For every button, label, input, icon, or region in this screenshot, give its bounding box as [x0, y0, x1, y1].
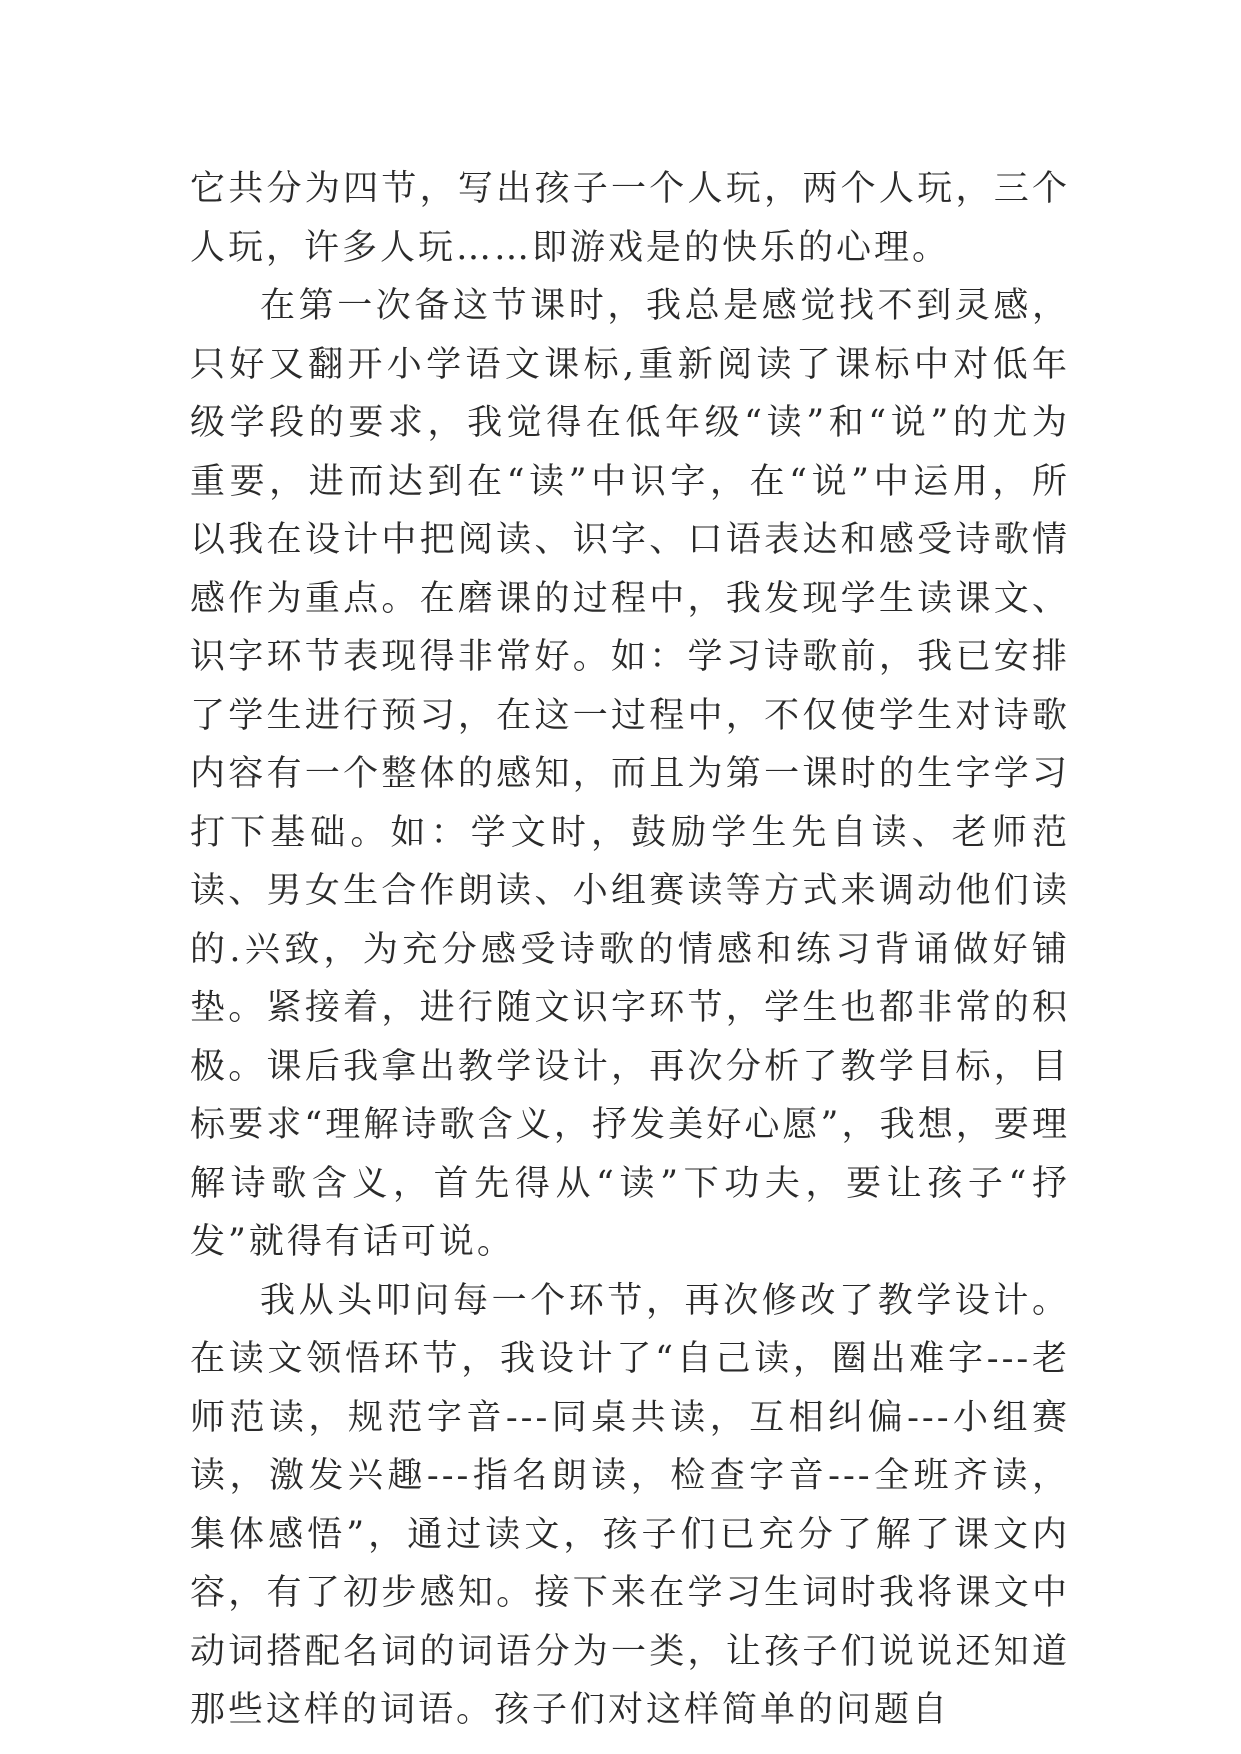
- paragraph-3: 我从头叩问每一个环节，再次修改了教学设计。在读文领悟环节，我设计了“自己读，圈出难字---老师范读，规范字音---同桌共读，互相纠偏---小组赛读，激发兴趣---指名朗读，检查字音---全班齐读，集体感悟”，通过读文，孩子们已充分了解了课文内容，有了初步感知。接下来在学习生词时我将课文中动词搭配名词的词语分为一类，让孩子们说说还知道那些这样的词语。孩子们对这样简单的问题自: [190, 1280, 1070, 1730]
- document-body: [190, 160, 1070, 1740]
- paragraph-2: 在第一次备这节课时，我总是感觉找不到灵感，只好又翻开小学语文课标,重新阅读了课标中对低年级学段的要求，我觉得在低年级“读”和“说”的尤为重要，进而达到在“读”中识字，在“说”中运用，所以我在设计中把阅读、识字、口语表达和感受诗歌情感作为重点。在磨课的过程中，我发现学生读课文、识字环节表现得非常好。如：学习诗歌前，我已安排了学生进行预习，在这一过程中，不仅使学生对诗歌内容有一个整体的感知，而且为第一课时的生字学习打下基础。如：学文时，鼓励学生先自读、老师范读、男女生合作朗读、小组赛读等方式来调动他们读的.兴致，为充分感受诗歌的情感和练习背诵做好铺垫。紧接着，进行随文识字环节，学生也都非常的积极。课后我拿出教学设计，再次分析了教学目标，目标要求“理解诗歌含义，抒发美好心愿”，我想，要理解诗歌含义，首先得从“读”下功夫，要让孩子“抒发”就得有话可说。: [190, 286, 1070, 1262]
- paragraph-1: 它共分为四节，写出孩子一个人玩，两个人玩，三个人玩，许多人玩……即游戏是的快乐的心理。: [190, 169, 1070, 268]
